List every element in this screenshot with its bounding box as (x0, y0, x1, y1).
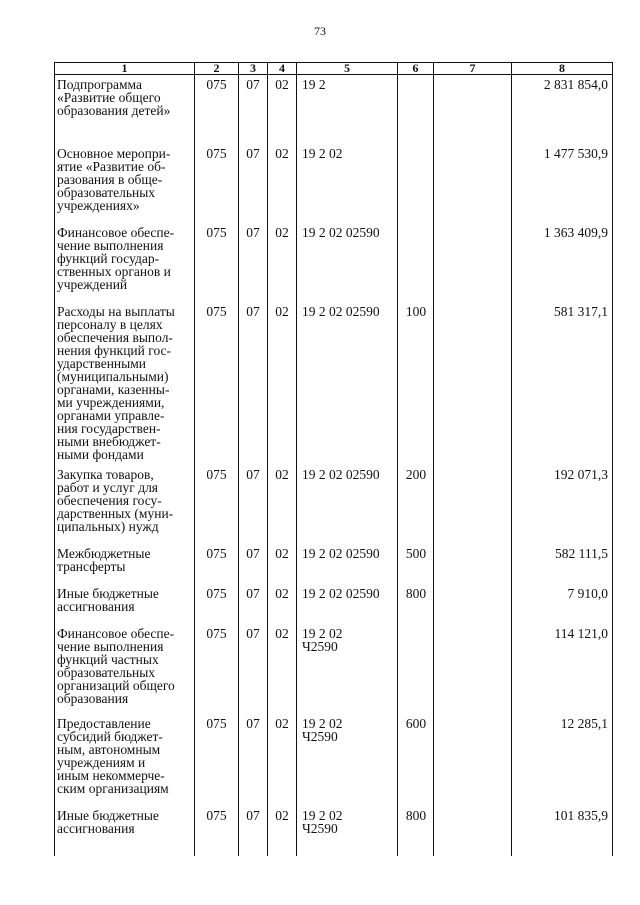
row-subsection-text: 02 (275, 585, 289, 601)
row-amount (512, 144, 613, 223)
row-department-code-text: 075 (206, 77, 227, 92)
row-target-article-text: 19 2 02 02590 (302, 224, 380, 240)
row-department-code (195, 465, 239, 544)
row-target-article (297, 223, 398, 302)
row-column-7 (434, 714, 512, 806)
row-section-text: 07 (246, 625, 260, 641)
row-section-text: 07 (246, 715, 260, 731)
row-subsection (268, 806, 297, 856)
row-amount (512, 624, 613, 714)
row-subsection (268, 223, 297, 302)
row-amount (512, 223, 613, 302)
row-department-code-text: 075 (206, 224, 227, 240)
row-amount-text: 192 071,3 (554, 466, 608, 482)
header-row (55, 63, 613, 75)
table-row (55, 806, 613, 856)
row-name-text: Закупка товаров, работ и услуг для обеспечения госу- дарственных (муни- ципальных) нужд (57, 466, 174, 534)
row-target-article (297, 302, 398, 465)
row-department-code-text: 075 (206, 303, 227, 319)
row-target-article-text: 19 2 02 02590 (302, 545, 380, 561)
row-name (55, 75, 195, 144)
row-name-text: Финансовое обеспе- чение выполнения функций государ- ственных органов и учреждений (57, 224, 175, 292)
row-section-text: 07 (246, 303, 260, 319)
row-subsection-text: 02 (275, 77, 289, 92)
row-expense-type (398, 465, 434, 544)
row-department-code-text: 075 (206, 466, 227, 482)
row-subsection-text: 02 (275, 145, 289, 161)
table-row (55, 223, 613, 302)
row-target-article (297, 714, 398, 806)
table-row (55, 75, 613, 144)
row-section-text: 07 (246, 145, 260, 161)
row-name-text: Межбюджетные трансферты (57, 545, 151, 574)
row-amount-text: 12 285,1 (560, 715, 608, 731)
row-target-article (297, 624, 398, 714)
row-section-text: 07 (246, 545, 260, 561)
row-subsection (268, 144, 297, 223)
row-expense-type (398, 223, 434, 302)
table-row (55, 544, 613, 584)
row-section (239, 624, 268, 714)
row-name-text: Иные бюджетные ассигнования (57, 807, 159, 836)
table-body (55, 75, 613, 856)
row-section (239, 75, 268, 144)
row-target-article (297, 144, 398, 223)
row-department-code (195, 144, 239, 223)
row-name (55, 223, 195, 302)
row-section (239, 714, 268, 806)
row-subsection-text: 02 (275, 625, 289, 641)
column-header: 1 (55, 63, 195, 75)
row-subsection-text: 02 (275, 807, 289, 823)
row-name (55, 465, 195, 544)
row-expense-type (398, 584, 434, 624)
row-subsection (268, 302, 297, 465)
row-expense-type (398, 714, 434, 806)
row-section-text: 07 (246, 585, 260, 601)
row-department-code-text: 075 (206, 585, 227, 601)
column-header: 8 (512, 63, 613, 75)
row-expense-type-text: 600 (405, 715, 427, 731)
row-target-article (297, 75, 398, 144)
row-name-text: Расходы на выплаты персоналу в целях обеспечения выпол- нения функций гос- ударственными (муниципальными) органами, казенны- ми учреждениями, органами управле- ния государствен- ными внебюджет- ными фондами (57, 303, 175, 462)
row-amount (512, 465, 613, 544)
row-department-code (195, 75, 239, 144)
row-department-code-text: 075 (206, 807, 227, 823)
row-department-code-text: 075 (206, 145, 227, 161)
row-expense-type-text: 100 (405, 303, 427, 319)
column-header: 3 (239, 63, 268, 75)
row-target-article-text: 19 2 02 Ч2590 (302, 715, 343, 744)
row-section-text: 07 (246, 77, 260, 92)
row-name (55, 806, 195, 856)
row-section-text: 07 (246, 807, 260, 823)
row-column-7 (434, 223, 512, 302)
row-subsection-text: 02 (275, 466, 289, 482)
column-header: 4 (268, 63, 297, 75)
budget-table (54, 62, 613, 856)
row-department-code (195, 624, 239, 714)
row-amount (512, 584, 613, 624)
row-target-article-text: 19 2 02 Ч2590 (302, 625, 343, 654)
row-department-code-text: 075 (206, 625, 227, 641)
row-expense-type-text: 200 (405, 466, 427, 482)
row-column-7 (434, 544, 512, 584)
row-section (239, 806, 268, 856)
row-section (239, 144, 268, 223)
row-department-code (195, 302, 239, 465)
row-column-7 (434, 144, 512, 223)
row-name-text: Основное меропри- ятие «Развитие об- разования в обще- образовательных учреждениях» (57, 145, 171, 213)
row-section-text: 07 (246, 224, 260, 240)
row-amount (512, 302, 613, 465)
row-name-text: Иные бюджетные ассигнования (57, 585, 159, 614)
row-expense-type (398, 302, 434, 465)
row-name (55, 302, 195, 465)
row-department-code (195, 584, 239, 624)
row-subsection (268, 624, 297, 714)
row-amount (512, 75, 613, 144)
table-row (55, 584, 613, 624)
row-expense-type (398, 544, 434, 584)
row-column-7 (434, 75, 512, 144)
row-department-code-text: 075 (206, 545, 227, 561)
row-department-code (195, 714, 239, 806)
row-target-article (297, 584, 398, 624)
row-expense-type (398, 806, 434, 856)
row-target-article-text: 19 2 02 Ч2590 (302, 807, 343, 836)
row-section (239, 584, 268, 624)
row-subsection (268, 75, 297, 144)
row-subsection-text: 02 (275, 224, 289, 240)
row-column-7 (434, 624, 512, 714)
row-subsection (268, 584, 297, 624)
row-department-code (195, 806, 239, 856)
table-row (55, 714, 613, 806)
row-expense-type-text: 800 (405, 807, 427, 823)
row-name-text: Подпрограмма «Развитие общего образования детей» (57, 77, 171, 118)
row-section-text: 07 (246, 466, 260, 482)
row-amount-text: 1 363 409,9 (543, 224, 608, 240)
row-target-article-text: 19 2 (302, 77, 326, 92)
table-row (55, 624, 613, 714)
row-amount (512, 714, 613, 806)
row-name (55, 624, 195, 714)
row-amount-text: 1 477 530,9 (543, 145, 608, 161)
row-amount-text: 114 121,0 (554, 625, 608, 641)
row-amount-text: 582 111,5 (555, 545, 608, 561)
row-name-text: Финансовое обеспе- чение выполнения функций частных образовательных организаций общего образования (57, 625, 175, 706)
table-row (55, 144, 613, 223)
row-amount-text: 2 831 854,0 (543, 77, 608, 92)
row-target-article (297, 465, 398, 544)
row-target-article-text: 19 2 02 02590 (302, 585, 380, 601)
row-department-code (195, 223, 239, 302)
row-expense-type (398, 144, 434, 223)
row-department-code-text: 075 (206, 715, 227, 731)
page-number: 73 (314, 24, 326, 38)
row-target-article (297, 544, 398, 584)
row-column-7 (434, 302, 512, 465)
row-section (239, 544, 268, 584)
row-expense-type-text: 800 (405, 585, 427, 601)
row-name (55, 144, 195, 223)
row-subsection-text: 02 (275, 303, 289, 319)
row-subsection-text: 02 (275, 715, 289, 731)
row-subsection (268, 544, 297, 584)
row-name (55, 544, 195, 584)
row-subsection (268, 714, 297, 806)
row-target-article-text: 19 2 02 02590 (302, 466, 380, 482)
row-section (239, 223, 268, 302)
row-column-7 (434, 584, 512, 624)
row-target-article-text: 19 2 02 02590 (302, 303, 380, 319)
row-target-article (297, 806, 398, 856)
row-name (55, 584, 195, 624)
column-header: 5 (297, 63, 398, 75)
row-amount-text: 581 317,1 (554, 303, 608, 319)
row-amount-text: 101 835,9 (554, 807, 608, 823)
row-expense-type (398, 624, 434, 714)
row-column-7 (434, 806, 512, 856)
row-amount-text: 7 910,0 (567, 585, 608, 601)
row-amount (512, 544, 613, 584)
table-row (55, 465, 613, 544)
column-header: 7 (434, 63, 512, 75)
table-row (55, 302, 613, 465)
row-expense-type-text: 500 (405, 545, 427, 561)
row-department-code (195, 544, 239, 584)
row-expense-type (398, 75, 434, 144)
row-target-article-text: 19 2 02 (302, 145, 343, 161)
row-subsection-text: 02 (275, 545, 289, 561)
row-name (55, 714, 195, 806)
row-subsection (268, 465, 297, 544)
column-header: 6 (398, 63, 434, 75)
row-section (239, 465, 268, 544)
row-amount (512, 806, 613, 856)
column-header: 2 (195, 63, 239, 75)
row-name-text: Предоставление субсидий бюджет- ным, автономным учреждениям и иным некоммерче- ским организациям (57, 715, 169, 796)
row-column-7 (434, 465, 512, 544)
row-section (239, 302, 268, 465)
